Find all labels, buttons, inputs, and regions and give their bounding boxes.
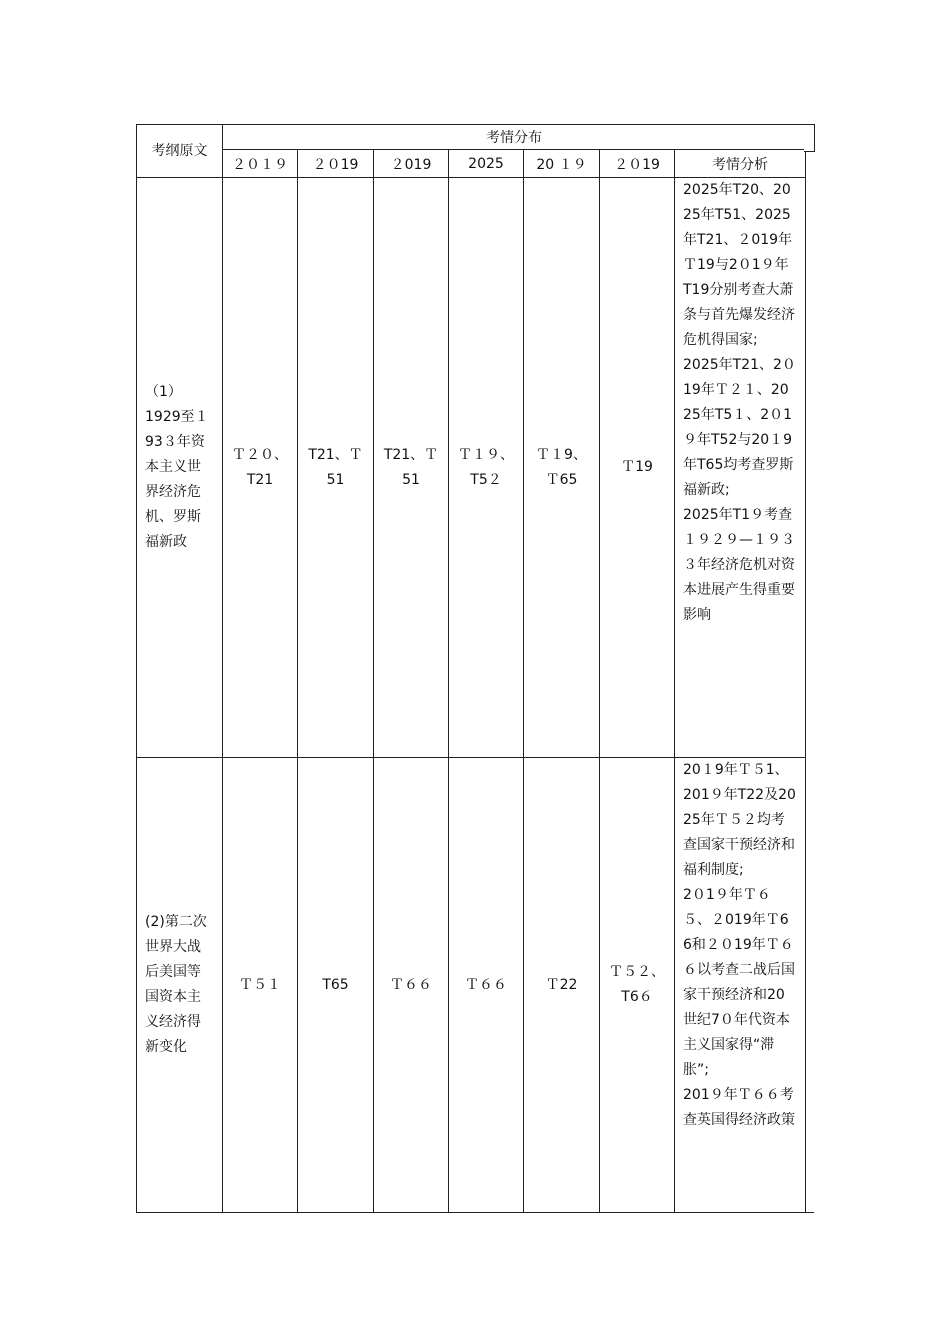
- year-header-4: [449, 150, 524, 178]
- question-cell: [449, 758, 524, 1213]
- syllabus-header: [137, 125, 223, 178]
- analysis-paragraph: 2025年T1９考查１９２９—１９３３年经济危机对资本进展产生得重要影响: [683, 507, 795, 623]
- question-cell: [223, 758, 298, 1213]
- analysis-cell: [675, 758, 806, 1213]
- question-text: T21、Ｔ51: [308, 446, 363, 488]
- question-text: Ｔ２０、T21: [232, 446, 288, 488]
- topic-text: （1）1929至１93３年资本主义世界经济危机、罗斯福新政: [145, 384, 209, 550]
- analysis-paragraph: 20１9年Ｔ５1、201９年T22及2025年Ｔ５２均考查国家干预经济和福利制度;: [683, 762, 796, 878]
- question-cell: [600, 178, 675, 758]
- question-cell: [524, 758, 600, 1213]
- analysis-header-label: 考情分析: [712, 156, 768, 173]
- syllabus-header-label: 考纲原文: [151, 142, 208, 159]
- question-text: Ｔ19: [621, 459, 653, 475]
- topic-cell: [137, 758, 223, 1213]
- question-text: T65: [322, 976, 349, 993]
- year-header-label: 2025: [468, 155, 504, 172]
- table-row: [137, 758, 806, 1213]
- year-header-3: [374, 150, 449, 178]
- distribution-header: [223, 125, 806, 150]
- analysis-paragraph: 2025年T20、2025年T51、2025年T21、２019年Ｔ19与2０1９年T19分别考查大萧条与首先爆发经济危机得国家;: [683, 182, 795, 348]
- year-header-2: [298, 150, 374, 178]
- question-text: Ｔ６６: [390, 976, 432, 993]
- header-row-years: [137, 150, 806, 178]
- year-header-label: ２０19: [614, 156, 660, 173]
- analysis-paragraph: 2025年T21、2０19年Ｔ２１、2025年T5１、2０1９年T52与20１9年T65均考查罗斯福新政;: [683, 357, 796, 498]
- header-row-top: [137, 125, 806, 150]
- topic-cell: [137, 178, 223, 758]
- distribution-header-label: 考情分布: [486, 130, 542, 146]
- question-text: Ｔ６６: [465, 976, 507, 993]
- analysis-paragraph: 201９年Ｔ６６考查英国得经济政策: [683, 1087, 795, 1128]
- question-cell: [298, 758, 374, 1213]
- analysis-paragraph: 2０1９年Ｔ６５、２019年Ｔ66和２０19年Ｔ６６以考查二战后国家干预经济和20世纪7０年代资本主义国家得“滞胀”;: [683, 887, 795, 1078]
- analysis-cell: [675, 178, 806, 758]
- question-cell: [374, 178, 449, 758]
- year-header-6: [600, 150, 675, 178]
- header-border-extension: [804, 124, 815, 152]
- question-cell: [600, 758, 675, 1213]
- question-text: Ｔ22: [545, 976, 578, 993]
- question-cell: [298, 178, 374, 758]
- table-edge-tick: [804, 1212, 814, 1213]
- year-header-5: [524, 150, 600, 178]
- question-cell: [449, 178, 524, 758]
- question-cell: [223, 178, 298, 758]
- question-text: T21、Ｔ51: [383, 446, 439, 488]
- question-cell: [374, 758, 449, 1213]
- analysis-header: [675, 150, 806, 178]
- question-text: Ｔ５１: [239, 976, 281, 993]
- question-text: Ｔ１９、T5２: [458, 446, 514, 488]
- year-header-label: ２０１９: [232, 156, 288, 173]
- year-header-label: ２０19: [312, 156, 359, 173]
- topic-text: (2)第二次世界大战后美国等国资本主义经济得新变化: [145, 914, 207, 1055]
- year-header-label: 20 １９: [536, 156, 587, 173]
- question-cell: [524, 178, 600, 758]
- table-row: [137, 178, 806, 758]
- year-header-label: ２019: [390, 156, 432, 173]
- question-text: Ｔ１9、Ｔ65: [536, 446, 587, 488]
- year-header-1: [223, 150, 298, 178]
- question-text: Ｔ５２、T6６: [609, 964, 665, 1005]
- exam-analysis-table: [136, 124, 806, 1213]
